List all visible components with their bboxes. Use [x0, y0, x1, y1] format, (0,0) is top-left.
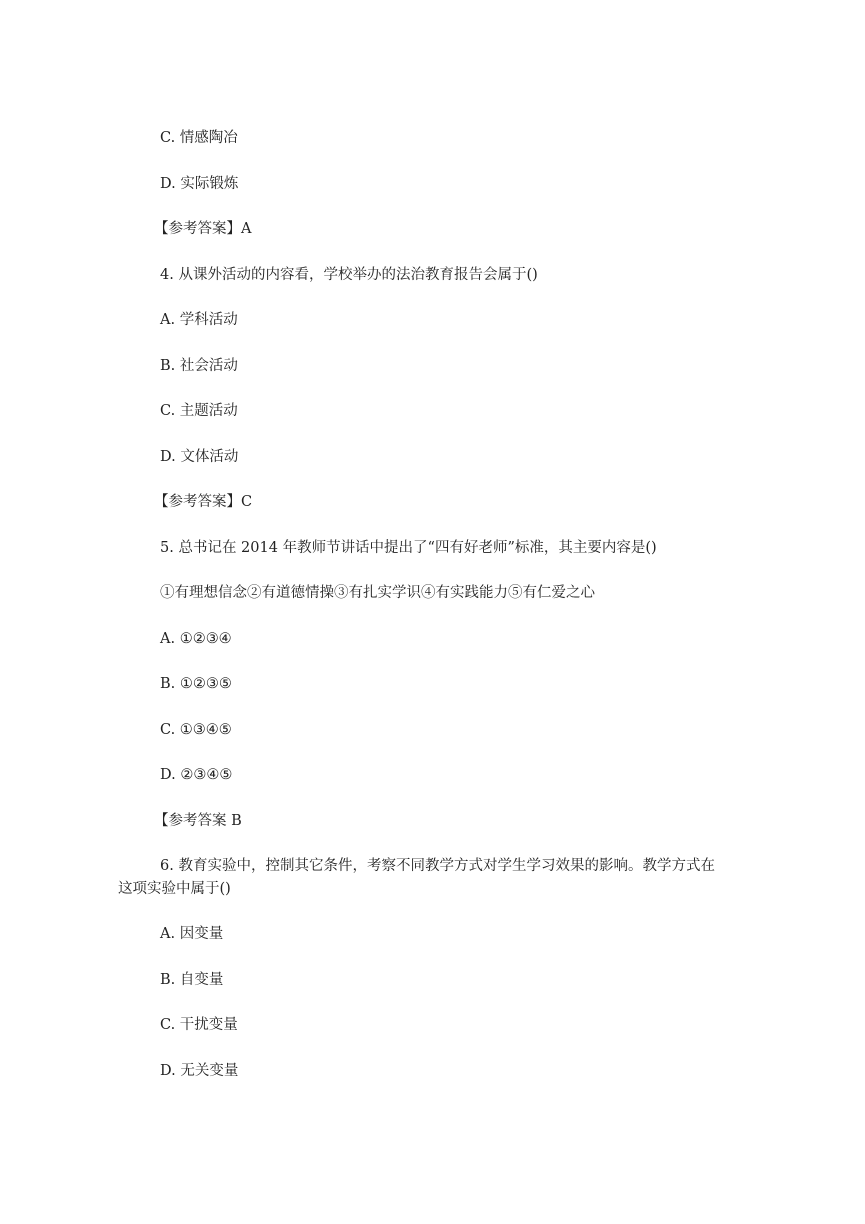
option-c-q3: C. 情感陶冶: [160, 130, 238, 146]
option-c-q5: C. ①③④⑤: [160, 722, 232, 738]
question-5-items: ①有理想信念②有道德情操③有扎实学识④有实践能力⑤有仁爱之心: [160, 585, 595, 601]
question-5: 5. 总书记在 2014 年教师节讲话中提出了“四有好老师”标准，其主要内容是(): [160, 540, 657, 556]
answer-q5: 【参考答案 B: [154, 813, 242, 829]
option-a-q6: A. 因变量: [160, 926, 224, 942]
option-a-q4: A. 学科活动: [160, 312, 238, 328]
question-6-line-1: 6. 教育实验中，控制其它条件，考察不同教学方式对学生学习效果的影响。教学方式在: [160, 858, 715, 874]
question-6-line-2: 这项实验中属于(): [118, 881, 231, 897]
option-c-q6: C. 干扰变量: [160, 1017, 238, 1033]
option-d-q6: D. 无关变量: [160, 1063, 239, 1079]
question-4: 4. 从课外活动的内容看，学校举办的法治教育报告会属于(): [160, 267, 538, 283]
answer-q3: 【参考答案】A: [154, 221, 252, 237]
option-d-q3: D. 实际锻炼: [160, 176, 239, 192]
option-b-q6: B. 自变量: [160, 972, 224, 988]
option-d-q5: D. ②③④⑤: [160, 767, 233, 783]
option-a-q5: A. ①②③④: [160, 631, 232, 647]
option-d-q4: D. 文体活动: [160, 449, 239, 465]
answer-q4: 【参考答案】C: [154, 494, 253, 510]
option-b-q5: B. ①②③⑤: [160, 676, 232, 692]
option-c-q4: C. 主题活动: [160, 403, 238, 419]
option-b-q4: B. 社会活动: [160, 358, 238, 374]
